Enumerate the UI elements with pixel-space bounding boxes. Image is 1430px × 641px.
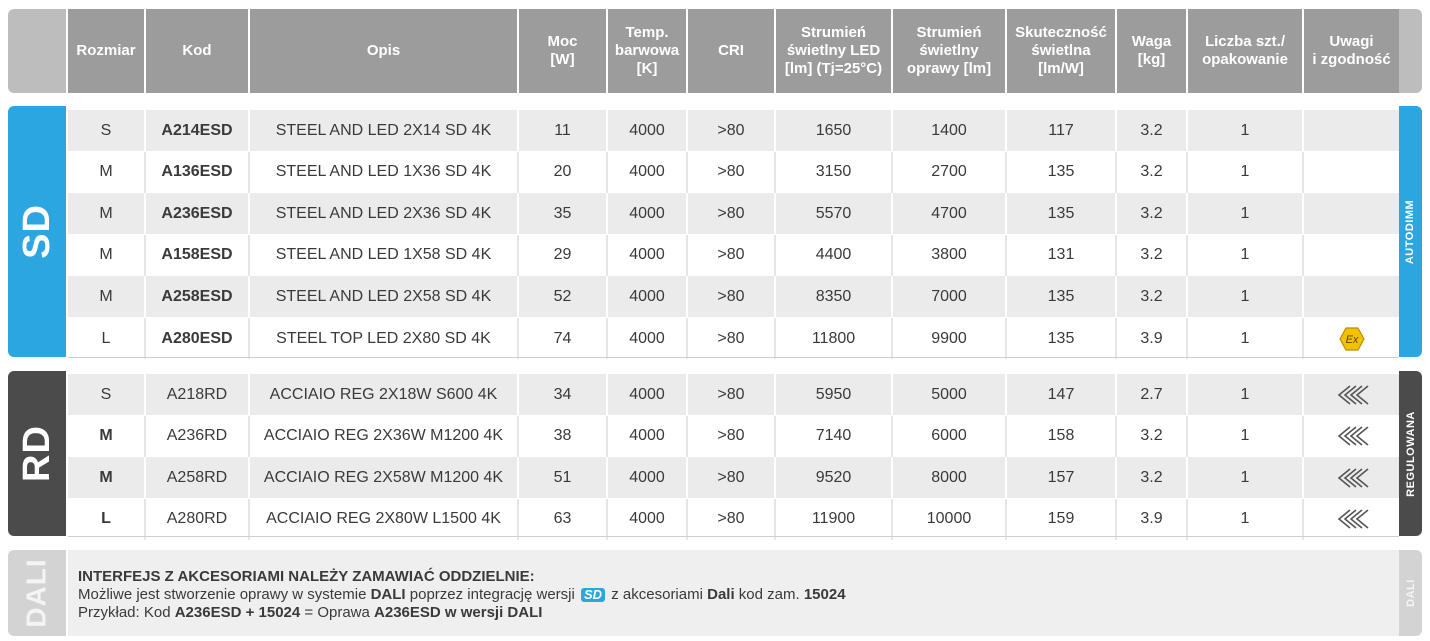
cell-led: 8350 bbox=[776, 276, 893, 317]
cell-moc: 51 bbox=[519, 457, 608, 498]
dali-note-line3: Przykład: Kod A236ESD + 15024 = Oprawa A236ESD w wersji DALI bbox=[78, 604, 543, 621]
cell-led: 1650 bbox=[776, 110, 893, 151]
col-header-strumien-oprawy: Strumień świetlny oprawy [lm] bbox=[893, 9, 1007, 93]
cell-oprawy: 4700 bbox=[893, 193, 1007, 234]
cell-cri: >80 bbox=[688, 110, 776, 151]
col-header-uwagi: Uwagi i zgodność bbox=[1304, 9, 1399, 93]
cell-kod: A258ESD bbox=[146, 276, 250, 317]
cell-waga: 3.2 bbox=[1117, 416, 1188, 457]
cell-led: 9520 bbox=[776, 457, 893, 498]
side-label-autodimm: AUTODIMM bbox=[1399, 106, 1422, 357]
sd-logo: SD bbox=[15, 204, 58, 259]
cell-temp: 4000 bbox=[608, 457, 688, 498]
cell-waga: 3.2 bbox=[1117, 152, 1188, 193]
sd-badge: SD bbox=[581, 588, 605, 602]
svg-text:Ex: Ex bbox=[1345, 333, 1358, 346]
dali-note-line2: Możliwe jest stworzenie oprawy w systemie DALI poprzez integrację wersji SD z akcesoriami Dali kod zam. 15024 bbox=[78, 586, 846, 603]
cell-waga: 3.2 bbox=[1117, 235, 1188, 276]
col-header-strumien-led: Strumień świetlny LED [lm] (Tj=25°C) bbox=[776, 9, 893, 93]
cell-opis: STEEL AND LED 1X58 SD 4K bbox=[250, 235, 519, 276]
dali-note bbox=[68, 550, 1399, 636]
cell-led: 11900 bbox=[776, 499, 893, 540]
cell-opis: STEEL AND LED 2X36 SD 4K bbox=[250, 193, 519, 234]
cell-skut: 135 bbox=[1007, 152, 1117, 193]
cell-moc: 38 bbox=[519, 416, 608, 457]
cell-rozmiar: L bbox=[68, 318, 146, 359]
col-header-temp: Temp. barwowa [K] bbox=[608, 9, 688, 93]
cell-waga: 3.2 bbox=[1117, 457, 1188, 498]
table-row bbox=[68, 416, 1399, 457]
cell-oprawy: 8000 bbox=[893, 457, 1007, 498]
cell-opis: ACCIAIO REG 2X18W S600 4K bbox=[250, 374, 519, 415]
cell-waga: 3.2 bbox=[1117, 276, 1188, 317]
cell-waga: 3.2 bbox=[1117, 193, 1188, 234]
cell-kod: A280ESD bbox=[146, 318, 250, 359]
table-row bbox=[68, 152, 1399, 193]
cell-temp: 4000 bbox=[608, 276, 688, 317]
cell-skut: 159 bbox=[1007, 499, 1117, 540]
cell-rozmiar: M bbox=[68, 276, 146, 317]
rd-logo: RD bbox=[15, 425, 58, 482]
cell-opis: ACCIAIO REG 2X80W L1500 4K bbox=[250, 499, 519, 540]
cell-oprawy: 5000 bbox=[893, 374, 1007, 415]
cell-moc: 63 bbox=[519, 499, 608, 540]
cell-cri: >80 bbox=[688, 276, 776, 317]
cell-kod: A218RD bbox=[146, 374, 250, 415]
cell-temp: 4000 bbox=[608, 416, 688, 457]
side-label-dali: DALI bbox=[1399, 550, 1422, 636]
col-header-skutecznosc: Skuteczność świetlna [lm/W] bbox=[1007, 9, 1117, 93]
cell-uwagi bbox=[1304, 374, 1399, 415]
cell-cri: >80 bbox=[688, 499, 776, 540]
cell-skut: 135 bbox=[1007, 276, 1117, 317]
cell-uwagi bbox=[1304, 457, 1399, 498]
cell-moc: 74 bbox=[519, 318, 608, 359]
cell-kod: A236RD bbox=[146, 416, 250, 457]
cell-oprawy: 9900 bbox=[893, 318, 1007, 359]
header-corner bbox=[8, 9, 66, 93]
table-row bbox=[68, 374, 1399, 415]
cell-uwagi bbox=[1304, 193, 1399, 234]
dali-note-title: INTERFEJS Z AKCESORIAMI NALEŻY ZAMAWIAĆ ODDZIELNIE: bbox=[78, 568, 535, 585]
col-header-waga: Waga [kg] bbox=[1117, 9, 1188, 93]
cell-temp: 4000 bbox=[608, 499, 688, 540]
cell-moc: 34 bbox=[519, 374, 608, 415]
cell-cri: >80 bbox=[688, 457, 776, 498]
cell-liczba: 1 bbox=[1188, 318, 1304, 359]
cell-rozmiar: M bbox=[68, 457, 146, 498]
cell-skut: 135 bbox=[1007, 193, 1117, 234]
energy-efficiency-icon bbox=[1334, 383, 1370, 407]
cell-moc: 29 bbox=[519, 235, 608, 276]
table-row bbox=[68, 110, 1399, 151]
table-row bbox=[68, 499, 1399, 540]
cell-skut: 135 bbox=[1007, 318, 1117, 359]
cell-uwagi bbox=[1304, 235, 1399, 276]
cell-liczba: 1 bbox=[1188, 235, 1304, 276]
table-row bbox=[68, 457, 1399, 498]
cell-opis: STEEL TOP LED 2X80 SD 4K bbox=[250, 318, 519, 359]
cell-uwagi bbox=[1304, 499, 1399, 540]
cell-cri: >80 bbox=[688, 318, 776, 359]
dali-logo: DALI bbox=[21, 558, 53, 628]
col-header-liczba: Liczba szt./ opakowanie bbox=[1188, 9, 1304, 93]
col-header-cri: CRI bbox=[688, 9, 776, 93]
cell-rozmiar: M bbox=[68, 416, 146, 457]
cell-kod: A158ESD bbox=[146, 235, 250, 276]
cell-oprawy: 6000 bbox=[893, 416, 1007, 457]
cell-liczba: 1 bbox=[1188, 276, 1304, 317]
side-label-regulowana: REGULOWANA bbox=[1399, 371, 1422, 536]
cell-cri: >80 bbox=[688, 416, 776, 457]
energy-efficiency-icon bbox=[1334, 507, 1370, 531]
cell-cri: >80 bbox=[688, 152, 776, 193]
cell-led: 5950 bbox=[776, 374, 893, 415]
cell-cri: >80 bbox=[688, 193, 776, 234]
cell-oprawy: 1400 bbox=[893, 110, 1007, 151]
cell-moc: 20 bbox=[519, 152, 608, 193]
group-divider bbox=[68, 357, 1399, 358]
group-sd-label bbox=[8, 106, 66, 357]
cell-oprawy: 10000 bbox=[893, 499, 1007, 540]
col-header-kod: Kod bbox=[146, 9, 250, 93]
cell-temp: 4000 bbox=[608, 152, 688, 193]
cell-led: 5570 bbox=[776, 193, 893, 234]
cell-uwagi bbox=[1304, 416, 1399, 457]
cell-temp: 4000 bbox=[608, 193, 688, 234]
cell-waga: 3.9 bbox=[1117, 318, 1188, 359]
energy-efficiency-icon bbox=[1334, 466, 1370, 490]
cell-cri: >80 bbox=[688, 235, 776, 276]
cell-temp: 4000 bbox=[608, 235, 688, 276]
cell-liczba: 1 bbox=[1188, 193, 1304, 234]
cell-skut: 147 bbox=[1007, 374, 1117, 415]
cell-moc: 11 bbox=[519, 110, 608, 151]
cell-rozmiar: S bbox=[68, 110, 146, 151]
cell-skut: 131 bbox=[1007, 235, 1117, 276]
col-header-opis: Opis bbox=[250, 9, 519, 93]
cell-cri: >80 bbox=[688, 374, 776, 415]
cell-moc: 35 bbox=[519, 193, 608, 234]
cell-led: 11800 bbox=[776, 318, 893, 359]
cell-rozmiar: L bbox=[68, 499, 146, 540]
cell-temp: 4000 bbox=[608, 374, 688, 415]
cell-liczba: 1 bbox=[1188, 110, 1304, 151]
cell-moc: 52 bbox=[519, 276, 608, 317]
cell-skut: 157 bbox=[1007, 457, 1117, 498]
header-end-cap bbox=[1399, 9, 1422, 93]
cell-kod: A136ESD bbox=[146, 152, 250, 193]
cell-liczba: 1 bbox=[1188, 374, 1304, 415]
cell-opis: ACCIAIO REG 2X58W M1200 4K bbox=[250, 457, 519, 498]
table-row bbox=[68, 276, 1399, 317]
cell-kod: A236ESD bbox=[146, 193, 250, 234]
cell-uwagi bbox=[1304, 318, 1399, 359]
table-row bbox=[68, 235, 1399, 276]
cell-led: 3150 bbox=[776, 152, 893, 193]
cell-oprawy: 2700 bbox=[893, 152, 1007, 193]
group-rd-label bbox=[8, 371, 66, 536]
table-row bbox=[68, 193, 1399, 234]
cell-uwagi bbox=[1304, 152, 1399, 193]
cell-temp: 4000 bbox=[608, 110, 688, 151]
cell-kod: A214ESD bbox=[146, 110, 250, 151]
cell-opis: STEEL AND LED 2X14 SD 4K bbox=[250, 110, 519, 151]
cell-rozmiar: M bbox=[68, 235, 146, 276]
cell-led: 7140 bbox=[776, 416, 893, 457]
cell-oprawy: 7000 bbox=[893, 276, 1007, 317]
cell-skut: 158 bbox=[1007, 416, 1117, 457]
cell-kod: A280RD bbox=[146, 499, 250, 540]
cell-liczba: 1 bbox=[1188, 499, 1304, 540]
cell-liczba: 1 bbox=[1188, 416, 1304, 457]
col-header-rozmiar: Rozmiar bbox=[68, 9, 146, 93]
cell-rozmiar: M bbox=[68, 193, 146, 234]
cell-led: 4400 bbox=[776, 235, 893, 276]
table-row bbox=[68, 318, 1399, 359]
cell-temp: 4000 bbox=[608, 318, 688, 359]
cell-liczba: 1 bbox=[1188, 457, 1304, 498]
cell-waga: 2.7 bbox=[1117, 374, 1188, 415]
cell-waga: 3.2 bbox=[1117, 110, 1188, 151]
cell-rozmiar: M bbox=[68, 152, 146, 193]
cell-skut: 117 bbox=[1007, 110, 1117, 151]
cell-rozmiar: S bbox=[68, 374, 146, 415]
energy-efficiency-icon bbox=[1334, 424, 1370, 448]
cell-kod: A258RD bbox=[146, 457, 250, 498]
col-header-moc: Moc [W] bbox=[519, 9, 608, 93]
cell-uwagi bbox=[1304, 110, 1399, 151]
cell-opis: STEEL AND LED 1X36 SD 4K bbox=[250, 152, 519, 193]
ex-icon bbox=[1339, 327, 1365, 351]
cell-uwagi bbox=[1304, 276, 1399, 317]
group-dali-label bbox=[8, 550, 66, 636]
cell-oprawy: 3800 bbox=[893, 235, 1007, 276]
group-divider bbox=[68, 536, 1399, 537]
cell-opis: STEEL AND LED 2X58 SD 4K bbox=[250, 276, 519, 317]
cell-waga: 3.9 bbox=[1117, 499, 1188, 540]
cell-liczba: 1 bbox=[1188, 152, 1304, 193]
cell-opis: ACCIAIO REG 2X36W M1200 4K bbox=[250, 416, 519, 457]
